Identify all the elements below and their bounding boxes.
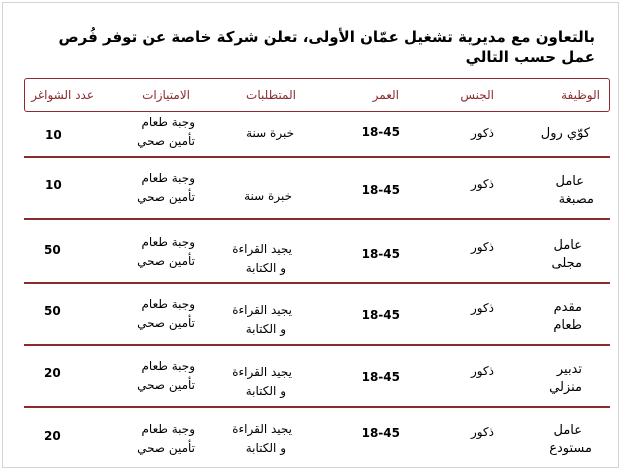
- header-requirements: المتطلبات: [246, 88, 296, 102]
- benefits-line1: وجبة طعام: [141, 297, 195, 311]
- job-title-line1: كوّي رول: [540, 126, 590, 141]
- gender-cell: ذكور: [470, 177, 494, 191]
- vacancies-cell: 10: [45, 128, 62, 142]
- requirements-line2: و الكتابة: [245, 261, 286, 275]
- benefits-line1: وجبة طعام: [141, 171, 195, 185]
- gender-cell: ذكور: [470, 126, 494, 140]
- row-divider: [24, 344, 610, 346]
- requirements-line1: يجيد القراءة: [232, 303, 292, 317]
- requirements-line1: يجيد القراءة: [232, 365, 292, 379]
- gender-cell: ذكور: [470, 301, 494, 315]
- header-age: العمر: [372, 88, 399, 102]
- age-cell: 18-45: [361, 308, 400, 322]
- age-cell: 18-45: [361, 247, 400, 261]
- age-cell: 18-45: [361, 125, 400, 139]
- benefits-line1: وجبة طعام: [141, 359, 195, 373]
- job-title-line2: منزلي: [549, 380, 582, 395]
- requirements-line1: خبرة سنة: [246, 126, 294, 140]
- benefits-line2: تأمين صحي: [137, 441, 195, 455]
- benefits-line2: تأمين صحي: [137, 316, 195, 330]
- benefits-line2: تأمين صحي: [137, 190, 195, 204]
- gender-cell: ذكور: [470, 364, 494, 378]
- job-title-line2: طعام: [553, 318, 582, 333]
- gender-cell: ذكور: [470, 240, 494, 254]
- age-cell: 18-45: [361, 183, 400, 197]
- job-title-line1: عامل: [553, 238, 582, 253]
- requirements-line1: يجيد القراءة: [232, 422, 292, 436]
- row-divider: [24, 282, 610, 284]
- benefits-line2: تأمين صحي: [137, 378, 195, 392]
- vacancies-cell: 20: [44, 366, 61, 380]
- age-cell: 18-45: [361, 370, 400, 384]
- vacancies-cell: 50: [44, 304, 61, 318]
- page-frame: [2, 2, 619, 468]
- header-benefits: الامتيازات: [142, 88, 190, 102]
- job-title-line1: تدبير: [556, 362, 582, 377]
- benefits-line1: وجبة طعام: [141, 235, 195, 249]
- requirements-line1: يجيد القراءة: [232, 242, 292, 256]
- gender-cell: ذكور: [470, 425, 494, 439]
- job-title-line1: عامل: [555, 174, 584, 189]
- row-divider: [24, 406, 610, 408]
- requirements-line2: و الكتابة: [245, 322, 286, 336]
- job-title-line2: مجلى: [551, 256, 582, 271]
- row-divider: [24, 156, 610, 158]
- benefits-line2: تأمين صحي: [137, 254, 195, 268]
- vacancies-cell: 10: [45, 178, 62, 192]
- requirements-line1: خبرة سنة: [244, 189, 292, 203]
- job-title-line2: مصبغة: [558, 192, 594, 207]
- table-header: [24, 78, 610, 112]
- vacancies-cell: 20: [44, 429, 61, 443]
- announcement-title: بالتعاون مع مديرية تشغيل عمّان الأولى، تعلن شركة خاصة عن توفر فُرص عمل حسب التالي: [58, 28, 595, 66]
- requirements-line2: و الكتابة: [245, 384, 286, 398]
- job-title-line1: عامل: [553, 423, 582, 438]
- header-job: الوظيفة: [561, 88, 600, 102]
- requirements-line2: و الكتابة: [245, 441, 286, 455]
- benefits-line2: تأمين صحي: [137, 134, 195, 148]
- vacancies-cell: 50: [44, 243, 61, 257]
- benefits-line1: وجبة طعام: [141, 422, 195, 436]
- job-title-line1: مقدم: [553, 300, 582, 315]
- header-vacancies: عدد الشواغر: [31, 88, 94, 102]
- age-cell: 18-45: [361, 426, 400, 440]
- row-divider: [24, 218, 610, 220]
- benefits-line1: وجبة طعام: [141, 115, 195, 129]
- job-title-line2: مستودع: [549, 441, 592, 456]
- header-gender: الجنس: [460, 88, 494, 102]
